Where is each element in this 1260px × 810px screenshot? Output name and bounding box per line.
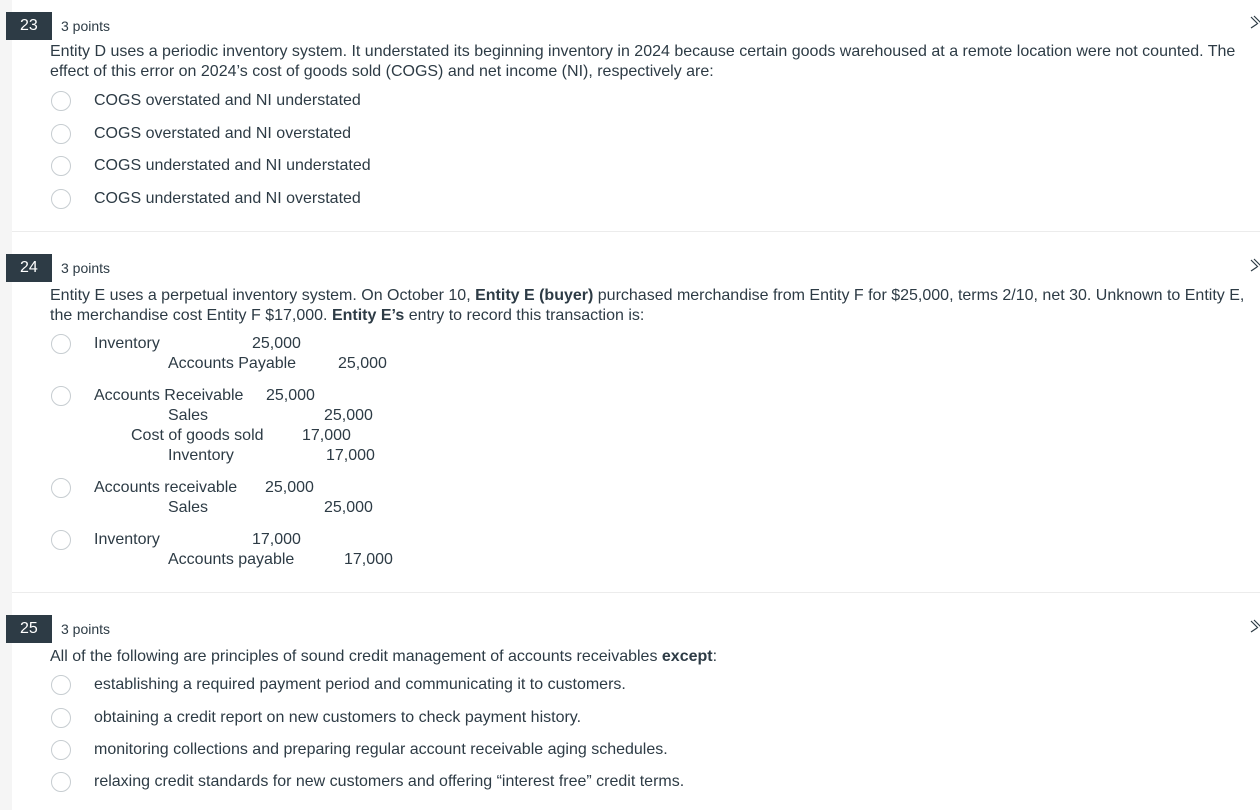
journal-account[interactable]: Accounts Payable — [168, 355, 297, 372]
journal-account[interactable]: Accounts Receivable — [94, 387, 244, 404]
question-number: 24 — [6, 254, 52, 282]
answer-radio[interactable] — [51, 156, 71, 176]
journal-account[interactable]: Sales — [168, 499, 209, 516]
question-points: 3 points — [61, 621, 111, 637]
question-divider — [12, 592, 1260, 593]
journal-credit[interactable]: 25,000 — [324, 407, 373, 424]
journal-account[interactable]: Sales — [168, 407, 209, 424]
answer-option-label[interactable]: establishing a required payment period and communicating it to customers. — [94, 676, 626, 693]
answer-radio[interactable] — [51, 124, 71, 144]
journal-account[interactable]: Inventory — [168, 447, 234, 464]
question-text — [50, 647, 1260, 667]
pin-icon[interactable] — [1248, 619, 1260, 633]
journal-credit[interactable]: 17,000 — [344, 551, 393, 568]
journal-account[interactable]: Inventory — [94, 335, 160, 352]
text-segment: the merchandise cost Entity F $17,000. — [50, 307, 332, 324]
answer-option-label[interactable]: COGS understated and NI understated — [94, 157, 371, 174]
journal-account[interactable]: Inventory — [94, 531, 160, 548]
answer-radio[interactable] — [51, 675, 71, 695]
answer-radio[interactable] — [51, 708, 71, 728]
pin-icon[interactable] — [1248, 258, 1260, 272]
journal-account[interactable]: Cost of goods sold — [131, 427, 264, 444]
answer-option-label[interactable]: monitoring collections and preparing regular account receivable aging schedules. — [94, 741, 668, 758]
question-text-line-1: Entity D uses a periodic inventory system. It understated its beginning inventory in 2024 because certain goods warehoused at a remote location were not counted. The — [50, 43, 1236, 60]
answer-option-label[interactable]: relaxing credit standards for new customers and offering “interest free” credit terms. — [94, 773, 685, 790]
answer-option-label[interactable]: COGS understated and NI overstated — [94, 190, 361, 207]
journal-credit[interactable]: 25,000 — [324, 499, 373, 516]
answer-radio[interactable] — [51, 740, 71, 760]
text-segment: : — [712, 648, 718, 665]
answer-radio[interactable] — [51, 334, 71, 354]
question-text-line-2: effect of this error on 2024’s cost of goods sold (COGS) and net income (NI), respectively are: — [50, 63, 714, 80]
text-segment: Entity E uses a perpetual inventory system. On October 10, — [50, 287, 476, 304]
journal-debit[interactable]: 25,000 — [266, 387, 315, 404]
question-text-line-1 — [50, 286, 1260, 306]
journal-debit[interactable]: 25,000 — [252, 335, 301, 352]
journal-debit[interactable]: 25,000 — [265, 479, 314, 496]
question-divider — [12, 231, 1260, 232]
text-segment: All of the following are principles of sound credit management of accounts receivables — [50, 648, 662, 665]
answer-radio[interactable] — [51, 478, 71, 498]
journal-credit[interactable]: 25,000 — [338, 355, 387, 372]
question-number: 25 — [6, 615, 52, 643]
answer-radio[interactable] — [51, 772, 71, 792]
answer-radio[interactable] — [51, 530, 71, 550]
question-points: 3 points — [61, 18, 111, 34]
bold-text: Entity E’s — [331, 307, 405, 324]
answer-option-label[interactable]: COGS overstated and NI overstated — [94, 125, 352, 142]
answer-option-label[interactable]: obtaining a credit report on new customers to check payment history. — [94, 709, 582, 726]
journal-debit[interactable]: 17,000 — [302, 427, 351, 444]
question-number: 23 — [6, 12, 52, 40]
text-segment: purchased merchandise from Entity F for $25,000, terms 2/10, net 30. Unknown to Entity E, — [593, 287, 1245, 304]
text-segment: entry to record this transaction is: — [404, 307, 645, 324]
question-points: 3 points — [61, 260, 111, 276]
journal-account[interactable]: Accounts payable — [168, 551, 295, 568]
answer-radio[interactable] — [51, 189, 71, 209]
answer-radio[interactable] — [51, 91, 71, 111]
bold-text: Entity E (buyer) — [475, 287, 594, 304]
bold-text: except — [661, 648, 713, 665]
answer-option-label[interactable]: COGS overstated and NI understated — [94, 92, 361, 109]
pin-icon[interactable] — [1248, 15, 1260, 29]
journal-debit[interactable]: 17,000 — [252, 531, 301, 548]
page-left-edge — [0, 0, 12, 810]
journal-credit[interactable]: 17,000 — [326, 447, 375, 464]
journal-account[interactable]: Accounts receivable — [94, 479, 238, 496]
question-text-line-2 — [50, 306, 1260, 326]
answer-radio[interactable] — [51, 386, 71, 406]
